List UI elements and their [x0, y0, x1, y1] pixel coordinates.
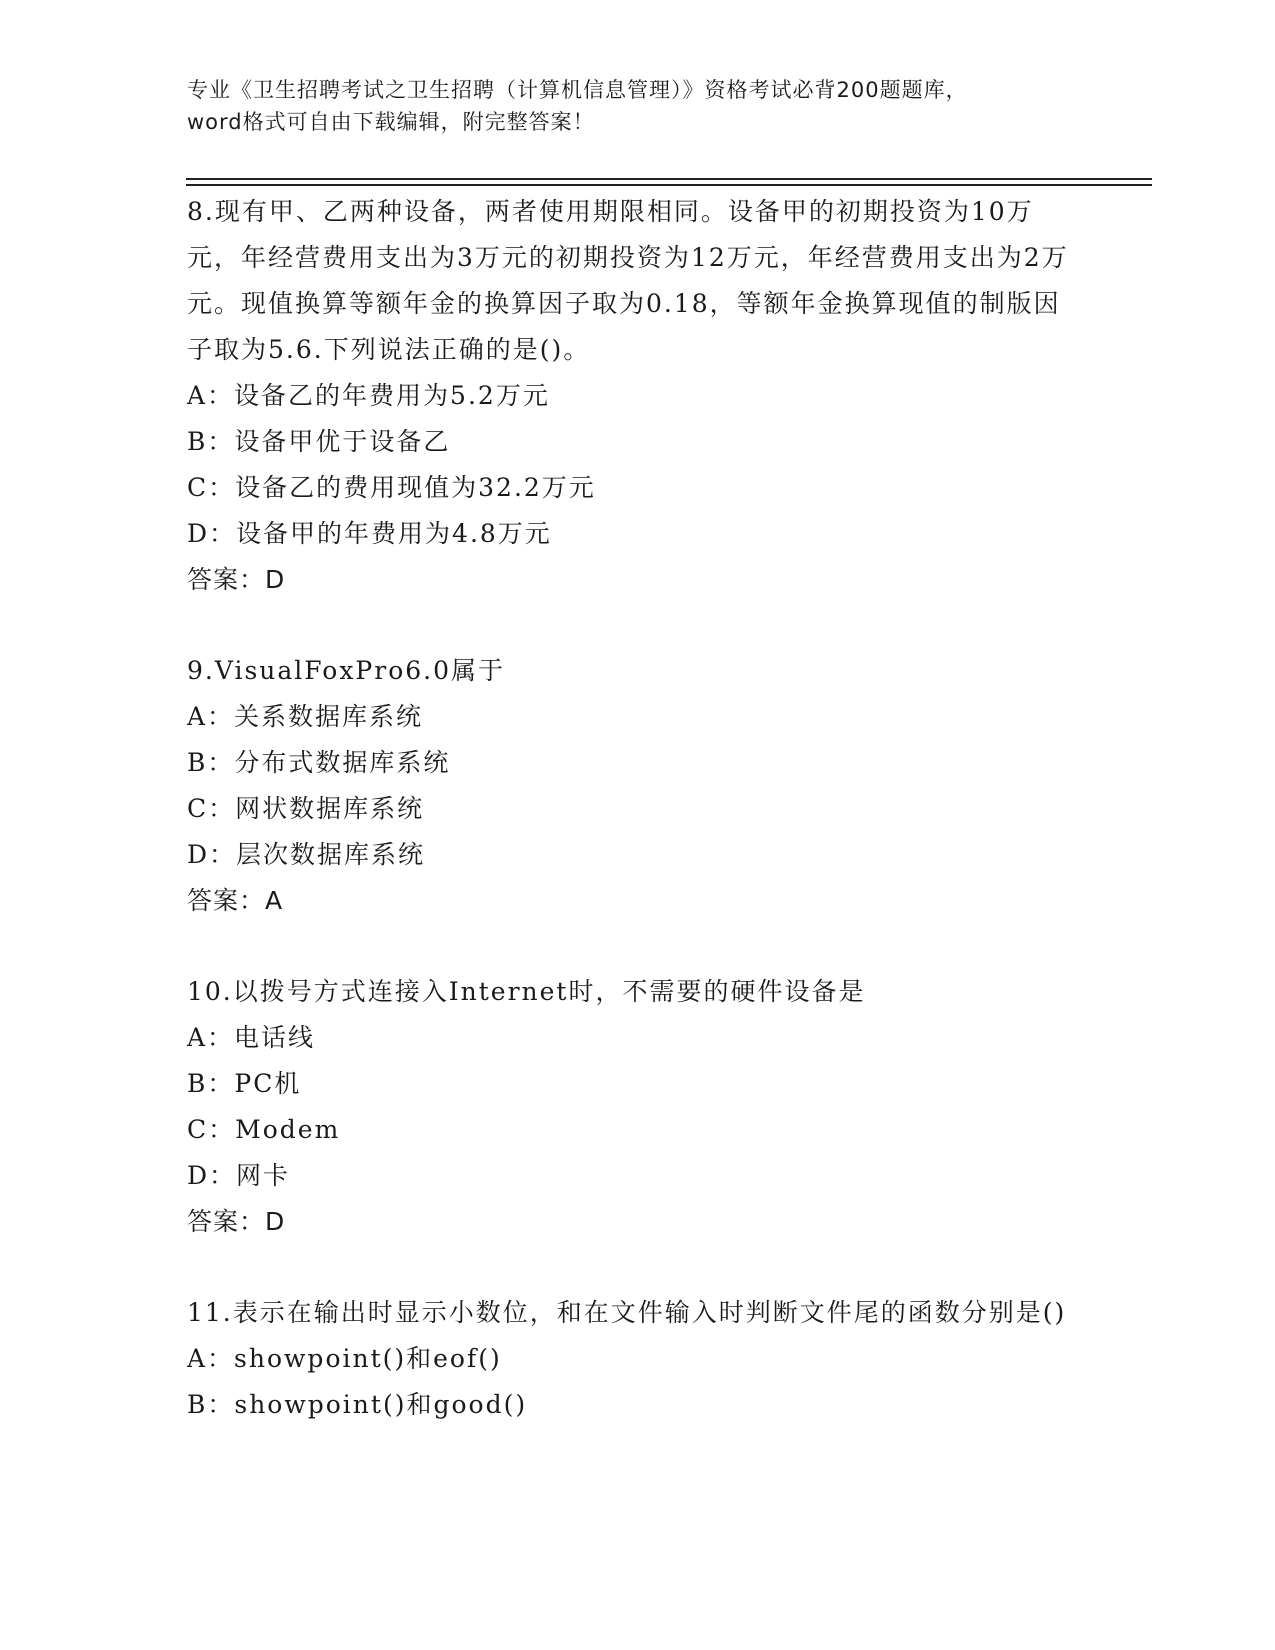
option-b: B：PC机 — [187, 1069, 302, 1098]
question-list — [187, 189, 1087, 1473]
header-line-2: word格式可自由下载编辑，附完整答案！ — [187, 110, 595, 134]
option-d: D：设备甲的年费用为4.8万元 — [187, 519, 552, 548]
header-divider-top — [186, 178, 1152, 180]
option-b: B：设备甲优于设备乙 — [187, 427, 451, 456]
question-text: 10.以拨号方式连接入Internet时，不需要的硬件设备是 — [187, 977, 866, 1006]
option-c: C：设备乙的费用现值为32.2万元 — [187, 473, 596, 502]
option-a: A：showpoint()和eof() — [187, 1344, 502, 1373]
question-9 — [187, 648, 1087, 924]
document-header — [187, 74, 1087, 138]
option-a: A：设备乙的年费用为5.2万元 — [187, 381, 550, 410]
question-text: 11.表示在输出时显示小数位，和在文件输入时判断文件尾的函数分别是() — [187, 1298, 1067, 1327]
answer-line: 答案：D — [187, 1207, 286, 1236]
question-text: 9.VisualFoxPro6.0属于 — [187, 656, 506, 685]
question-8 — [187, 189, 1087, 603]
option-c: C：Modem — [187, 1115, 341, 1144]
question-11 — [187, 1290, 1087, 1428]
option-b: B：分布式数据库系统 — [187, 748, 451, 777]
answer-line: 答案：D — [187, 565, 286, 594]
option-d: D：层次数据库系统 — [187, 840, 426, 869]
option-c: C：网状数据库系统 — [187, 794, 425, 823]
option-a: A：电话线 — [187, 1023, 316, 1052]
option-b: B：showpoint()和good() — [187, 1390, 528, 1419]
option-d: D：网卡 — [187, 1161, 291, 1190]
question-text: 8.现有甲、乙两种设备，两者使用期限相同。设备甲的初期投资为10万元，年经营费用支出为3万元的初期投资为12万元，年经营费用支出为2万元。现值换算等额年金的换算因子取为0.18，等额年金换算现值的制版因子取为5.6.下列说法正确的是()。 — [187, 197, 1069, 364]
option-a: A：关系数据库系统 — [187, 702, 424, 731]
header-line-1: 专业《卫生招聘考试之卫生招聘（计算机信息管理）》资格考试必背200题题库， — [187, 78, 968, 102]
question-10 — [187, 969, 1087, 1245]
header-divider-bottom — [186, 184, 1152, 186]
answer-line: 答案：A — [187, 886, 284, 915]
